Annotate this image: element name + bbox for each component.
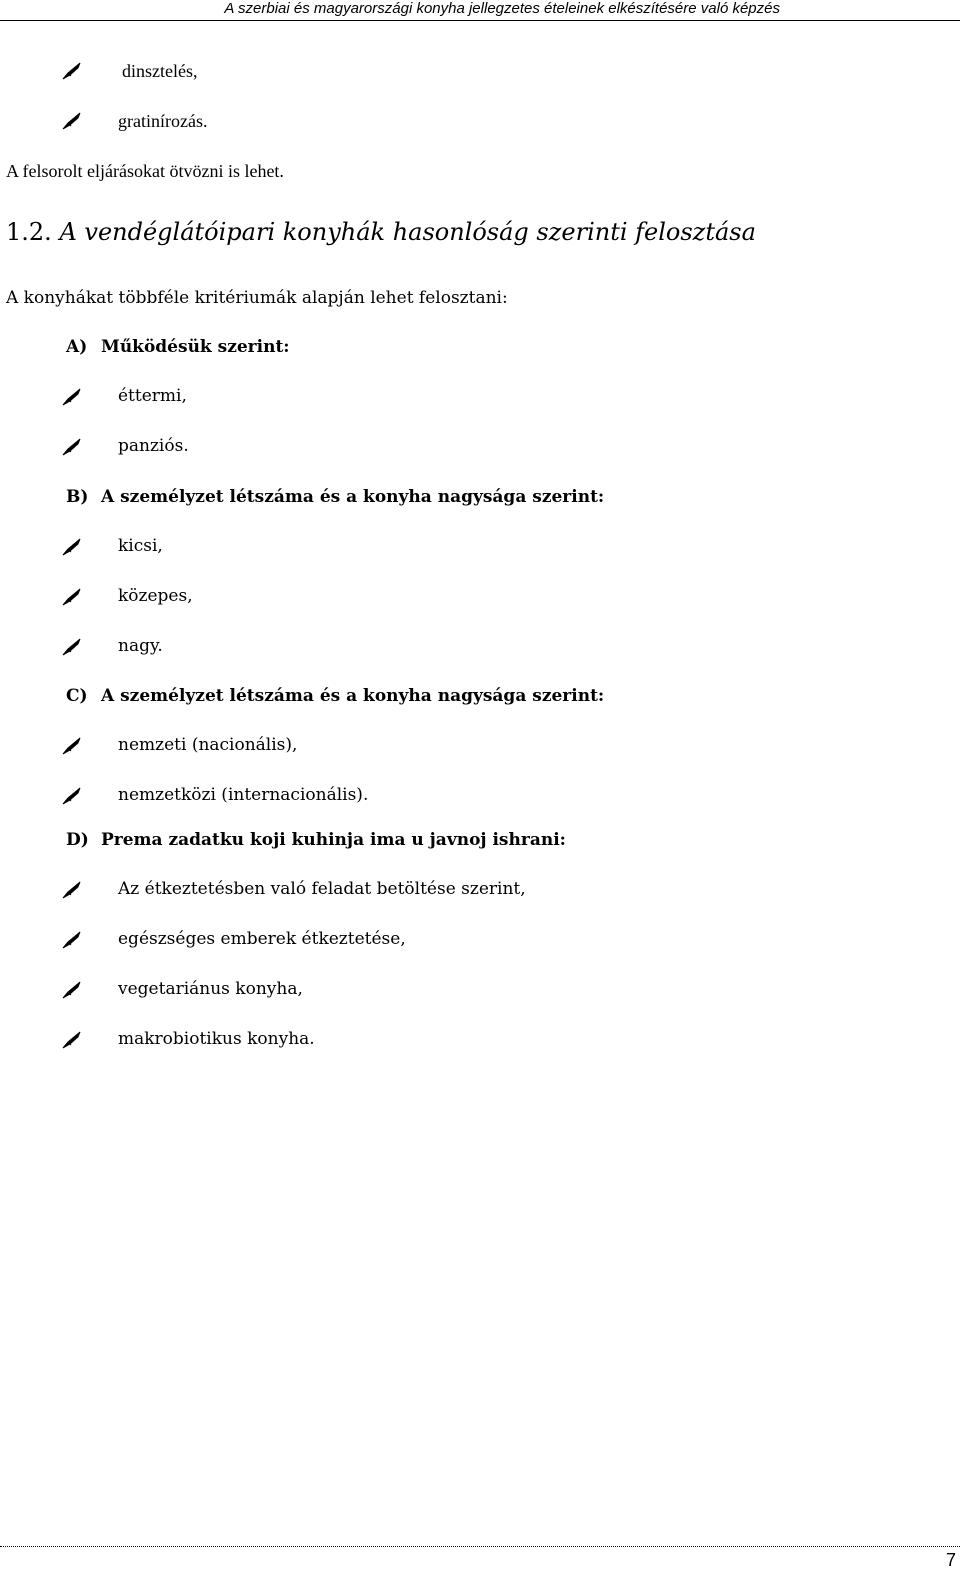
quill-pen-icon: [62, 636, 82, 656]
group-heading-c: [66, 685, 604, 707]
quill-pen-icon: [62, 386, 82, 406]
group-letter: B): [66, 487, 89, 507]
list-item: nemzetközi (internacionális).: [118, 785, 369, 805]
list-item: dinsztelés,: [122, 61, 198, 81]
section-title: A vendéglátóipari konyhák hasonlóság szerinti felosztása: [59, 218, 756, 246]
list-item: közepes,: [118, 586, 193, 606]
list-item: kicsi,: [118, 536, 163, 556]
section-intro: A konyhákat többféle kritériumák alapján lehet felosztani:: [6, 288, 508, 308]
group-letter: A): [66, 337, 88, 357]
list-item: nagy.: [118, 636, 163, 656]
quill-pen-icon: [62, 536, 82, 556]
section-number: 1.2.: [6, 218, 52, 246]
list-item: éttermi,: [118, 386, 187, 406]
page-number: 7: [945, 1550, 956, 1570]
list-item: gratinírozás.: [118, 111, 208, 131]
quill-pen-icon: [62, 879, 82, 899]
quill-pen-icon: [62, 110, 82, 130]
quill-pen-icon: [62, 979, 82, 999]
quill-pen-icon: [62, 1029, 82, 1049]
list-item: makrobiotikus konyha.: [118, 1029, 315, 1049]
group-title: A személyzet létszáma és a konyha nagysága szerint:: [101, 487, 605, 507]
group-letter: D): [66, 830, 89, 850]
section-heading: [6, 217, 756, 247]
list-item: vegetariánus konyha,: [118, 979, 303, 999]
group-title: Működésük szerint:: [101, 337, 290, 357]
combine-note: A felsorolt eljárásokat ötvözni is lehet.: [6, 161, 284, 181]
list-item: Az étkeztetésben való feladat betöltése szerint,: [118, 879, 526, 899]
group-title: A személyzet létszáma és a konyha nagysága szerint:: [101, 686, 605, 706]
group-letter: C): [66, 686, 88, 706]
footer-rule: [0, 1546, 960, 1547]
group-title: Prema zadatku koji kuhinja ima u javnoj ishrani:: [101, 830, 566, 850]
header-rule: [0, 20, 960, 21]
quill-pen-icon: [62, 436, 82, 456]
group-heading-d: [66, 829, 566, 851]
running-header: A szerbiai és magyarországi konyha jellegzetes ételeinek elkészítésére való képzés: [224, 0, 780, 17]
list-item: egészséges emberek étkeztetése,: [118, 929, 406, 949]
quill-pen-icon: [62, 586, 82, 606]
list-item: nemzeti (nacionális),: [118, 735, 298, 755]
quill-pen-icon: [62, 929, 82, 949]
quill-pen-icon: [62, 785, 82, 805]
list-item: panziós.: [118, 436, 189, 456]
quill-pen-icon: [62, 735, 82, 755]
group-heading-b: [66, 486, 604, 508]
quill-pen-icon: [62, 60, 82, 80]
group-heading-a: [66, 336, 290, 358]
